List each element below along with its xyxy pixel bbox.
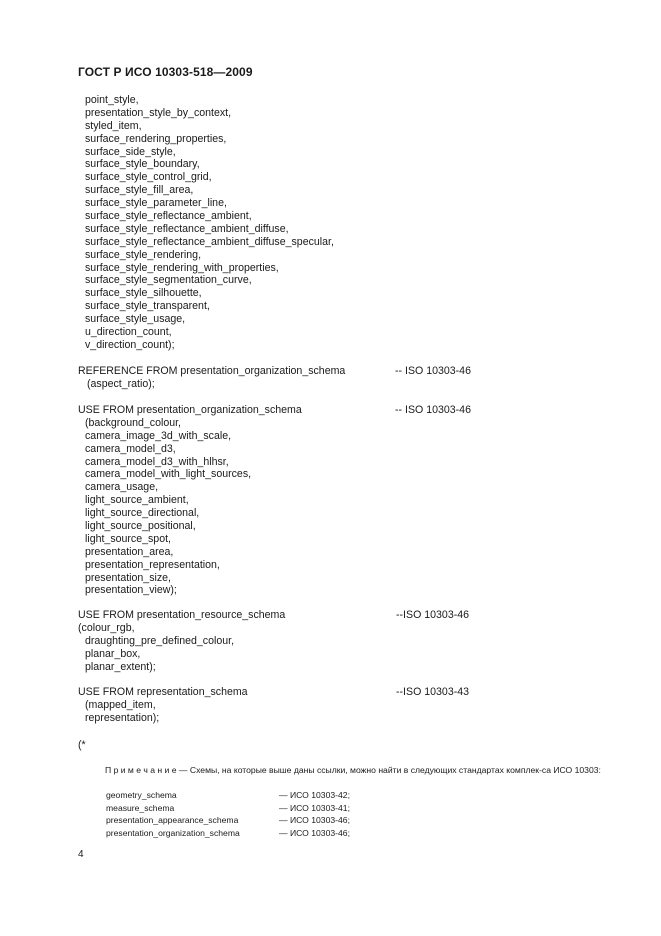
list-item: surface_style_fill_area,	[85, 184, 194, 197]
schema-comment: --ISO 10303-46	[396, 609, 470, 621]
schema-comment: --ISO 10303-43	[396, 686, 470, 698]
list-item: presentation_area,	[85, 545, 174, 558]
schema-comment: -- ISO 10303-46	[395, 404, 471, 416]
list-item: (mapped_item,	[85, 698, 156, 711]
list-item: light_source_ambient,	[85, 494, 189, 507]
list-item: light_source_spot,	[85, 532, 171, 545]
list-item: u_direction_count,	[85, 326, 172, 339]
list-item: (aspect_ratio);	[87, 377, 155, 390]
schema-name: measure_schema	[106, 802, 175, 813]
list-item: surface_style_rendering,	[85, 248, 202, 261]
list-item: camera_model_d3,	[85, 442, 176, 455]
page-number: 4	[78, 849, 84, 860]
note-row	[106, 827, 406, 840]
list-item: surface_style_silhouette,	[85, 287, 202, 300]
list-item: camera_model_d3_with_hlhsr,	[85, 455, 229, 468]
block4-list	[78, 635, 285, 674]
comment-open: (*	[78, 739, 86, 751]
standard-reference: — ИСО 10303-41;	[279, 802, 350, 813]
list-item: surface_style_usage,	[85, 313, 186, 326]
list-item: representation);	[85, 711, 160, 724]
note-text: П р и м е ч а н и е — Схемы, на которые выше даны ссылки, можно найти в следующих стандартах комплек-са ИСО 10303:	[105, 765, 601, 775]
list-item: presentation_representation,	[85, 558, 220, 571]
use-statement	[78, 404, 471, 417]
schema-name: presentation_organization_schema	[106, 828, 240, 839]
list-item: camera_model_with_light_sources,	[85, 468, 252, 481]
list-item: surface_style_control_grid,	[85, 171, 212, 184]
note-row	[106, 789, 406, 802]
schema-name: presentation_appearance_schema	[106, 815, 239, 826]
list-item: surface_side_style,	[85, 145, 176, 158]
block-use-representation	[78, 686, 470, 725]
block3-list	[78, 417, 302, 597]
list-item: camera_usage,	[85, 481, 159, 494]
note-row	[106, 814, 406, 827]
list-item: surface_style_reflectance_ambient,	[85, 210, 252, 223]
list-item: presentation_style_by_context,	[85, 106, 232, 119]
block1-list	[78, 94, 334, 352]
schema-comment: -- ISO 10303-46	[395, 365, 471, 377]
statement-text: REFERENCE FROM presentation_organization_schema	[78, 365, 346, 377]
list-item: surface_rendering_properties,	[85, 132, 227, 145]
block-use-organization	[78, 404, 471, 597]
list-item: camera_image_3d_with_scale,	[85, 429, 232, 442]
use-statement	[78, 609, 470, 622]
list-item: (background_colour,	[85, 416, 181, 429]
statement-text: USE FROM presentation_organization_schema	[78, 404, 302, 416]
schema-name: geometry_schema	[106, 790, 177, 800]
use-statement	[78, 686, 470, 699]
list-item: (colour_rgb,	[78, 621, 135, 634]
list-item: surface_style_reflectance_ambient_diffuse_specular,	[85, 235, 334, 248]
standard-reference: — ИСО 10303-42;	[279, 790, 350, 800]
list-item: surface_style_parameter_line,	[85, 197, 227, 210]
block2-list	[78, 378, 345, 391]
block5-list	[78, 699, 248, 725]
list-item: surface_style_transparent,	[85, 300, 210, 313]
note-block	[78, 764, 618, 839]
standard-reference: — ИСО 10303-46;	[279, 815, 350, 826]
list-item: light_source_positional,	[85, 520, 196, 533]
block-reference-organization	[78, 365, 471, 391]
list-item: surface_style_boundary,	[85, 158, 200, 171]
note-table	[106, 789, 406, 840]
list-item: styled_item,	[85, 119, 142, 132]
list-item: v_direction_count);	[85, 338, 175, 351]
list-item: presentation_view);	[85, 584, 177, 597]
list-item: planar_extent);	[85, 660, 156, 673]
reference-statement	[78, 365, 471, 378]
note-row	[106, 802, 406, 815]
list-item: surface_style_rendering_with_properties,	[85, 261, 279, 274]
list-item: point_style,	[85, 94, 139, 106]
document-header: ГОСТ Р ИСО 10303-518—2009	[78, 65, 253, 79]
list-item: surface_style_segmentation_curve,	[85, 274, 252, 287]
standard-reference: — ИСО 10303-46;	[279, 828, 350, 839]
list-item: presentation_size,	[85, 571, 171, 584]
list-item: draughting_pre_defined_colour,	[85, 634, 235, 647]
list-item: surface_style_reflectance_ambient_diffuse,	[85, 222, 289, 235]
list-item: planar_box,	[85, 647, 141, 660]
statement-text: USE FROM representation_schema	[78, 686, 248, 698]
block-style-items	[78, 94, 334, 352]
block-use-resource	[78, 609, 470, 673]
statement-text: USE FROM presentation_resource_schema	[78, 609, 286, 621]
list-item: light_source_directional,	[85, 507, 200, 520]
